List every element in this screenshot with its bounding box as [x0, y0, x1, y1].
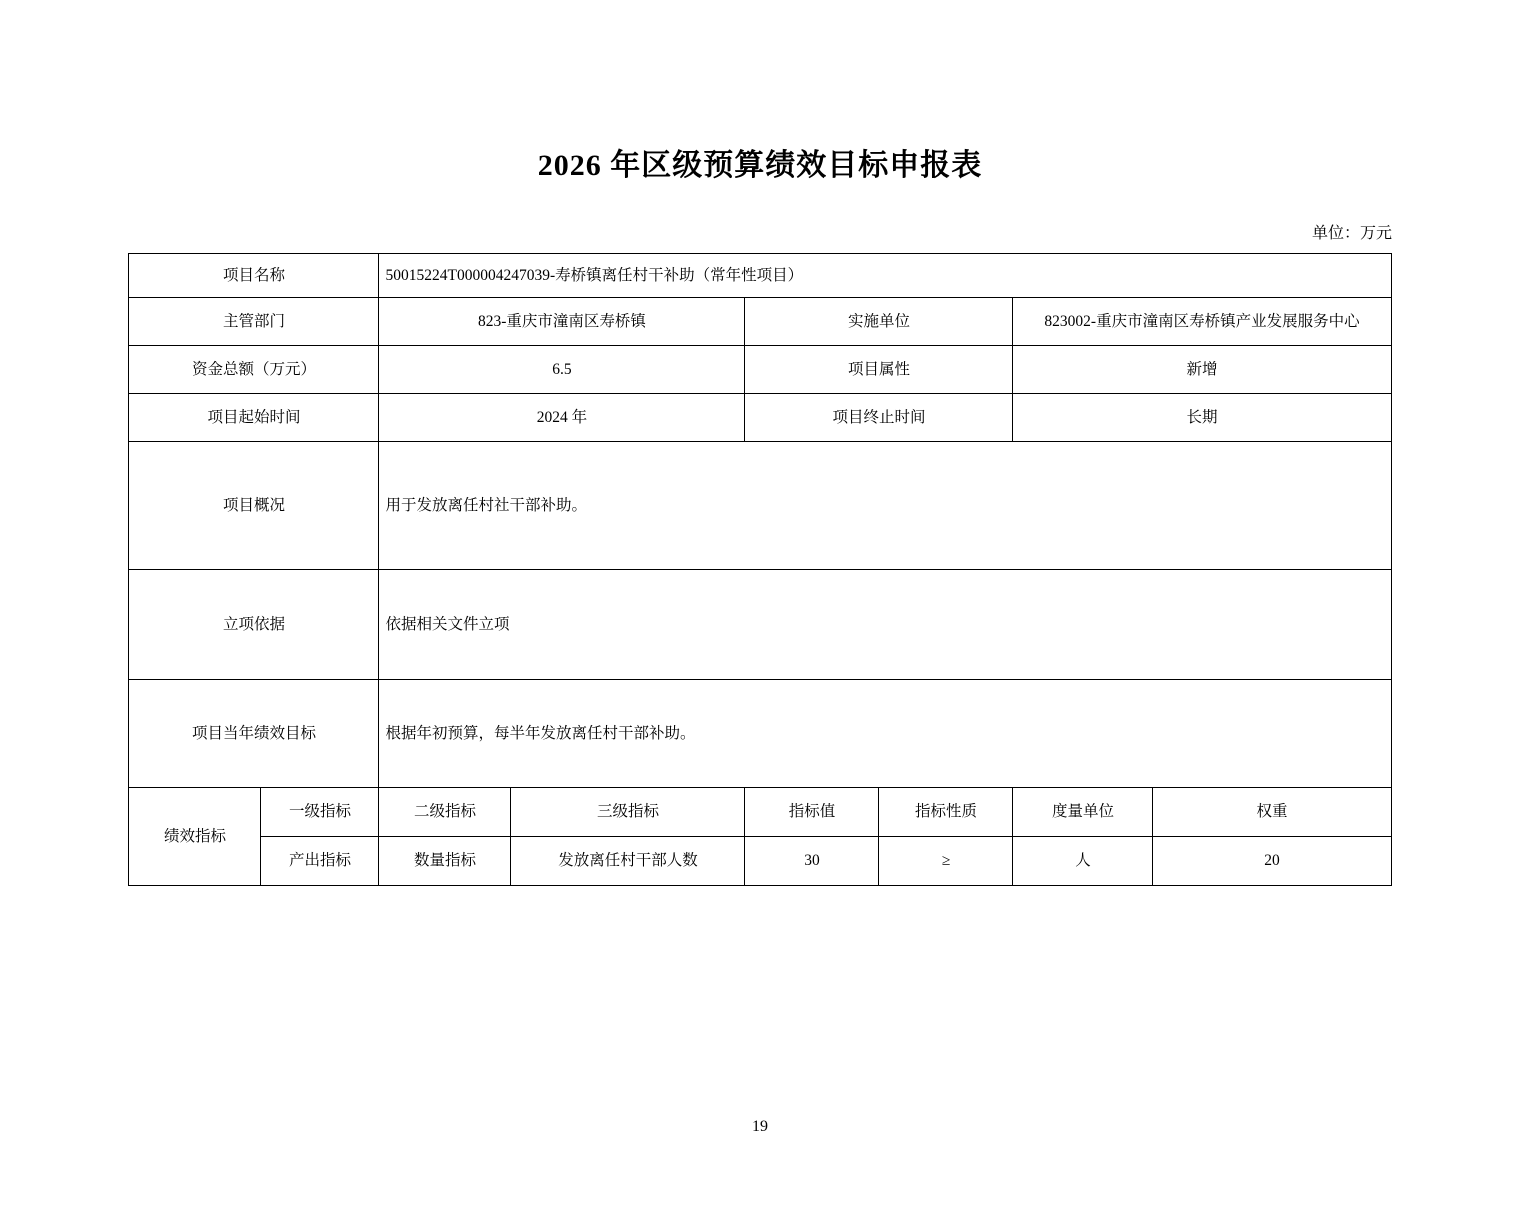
basis-label: 立项依据 — [129, 570, 379, 680]
table-row-overview — [129, 442, 1391, 570]
impl-unit-label: 实施单位 — [745, 298, 1013, 346]
indicator-cell-nature: ≥ — [879, 837, 1013, 886]
start-time-value: 2024 年 — [379, 394, 745, 442]
indicator-header-level1: 一级指标 — [261, 788, 379, 837]
indicator-cell-value: 30 — [745, 837, 879, 886]
project-attr-label: 项目属性 — [745, 346, 1013, 394]
annual-goal-label: 项目当年绩效目标 — [129, 680, 379, 788]
table-row-basis — [129, 570, 1391, 680]
project-name-label: 项目名称 — [129, 254, 379, 298]
total-fund-value: 6.5 — [379, 346, 745, 394]
page-title: 2026 年区级预算绩效目标申报表 — [537, 149, 983, 182]
table-row-project-name — [129, 254, 1391, 298]
project-attr-value: 新增 — [1013, 346, 1391, 394]
indicator-header-nature: 指标性质 — [879, 788, 1013, 837]
end-time-value: 长期 — [1013, 394, 1391, 442]
indicator-cell-weight: 20 — [1153, 837, 1391, 886]
indicator-header-weight: 权重 — [1153, 788, 1391, 837]
table-row-fund — [129, 346, 1391, 394]
indicator-header-level3: 三级指标 — [511, 788, 745, 837]
annual-goal-value: 根据年初预算，每半年发放离任村干部补助。 — [379, 680, 1391, 788]
end-time-label: 项目终止时间 — [745, 394, 1013, 442]
indicator-cell-level1: 产出指标 — [261, 837, 379, 886]
table-row — [129, 837, 1391, 886]
performance-target-table — [128, 253, 1391, 886]
unit-note: 单位：万元 — [1311, 225, 1392, 242]
page-number: 19 — [752, 1118, 768, 1135]
basis-value: 依据相关文件立项 — [379, 570, 1391, 680]
indicator-cell-level2: 数量指标 — [379, 837, 511, 886]
total-fund-label: 资金总额（万元） — [129, 346, 379, 394]
overview-label: 项目概况 — [129, 442, 379, 570]
table-row-time — [129, 394, 1391, 442]
department-label: 主管部门 — [129, 298, 379, 346]
project-name-value: 50015224T000004247039-寿桥镇离任村干补助（常年性项目） — [379, 254, 1391, 298]
indicator-label: 绩效指标 — [129, 788, 261, 886]
indicator-header-value: 指标值 — [745, 788, 879, 837]
indicator-header-row — [129, 788, 1391, 837]
department-value: 823-重庆市潼南区寿桥镇 — [379, 298, 745, 346]
indicator-header-level2: 二级指标 — [379, 788, 511, 837]
indicator-header-unit: 度量单位 — [1013, 788, 1153, 837]
table-row-department — [129, 298, 1391, 346]
impl-unit-value: 823002-重庆市潼南区寿桥镇产业发展服务中心 — [1013, 298, 1391, 346]
indicator-cell-level3: 发放离任村干部人数 — [511, 837, 745, 886]
document-page — [0, 140, 1520, 1214]
table-row-annual-goal — [129, 680, 1391, 788]
overview-value: 用于发放离任村社干部补助。 — [379, 442, 1391, 570]
indicator-cell-unit: 人 — [1013, 837, 1153, 886]
start-time-label: 项目起始时间 — [129, 394, 379, 442]
